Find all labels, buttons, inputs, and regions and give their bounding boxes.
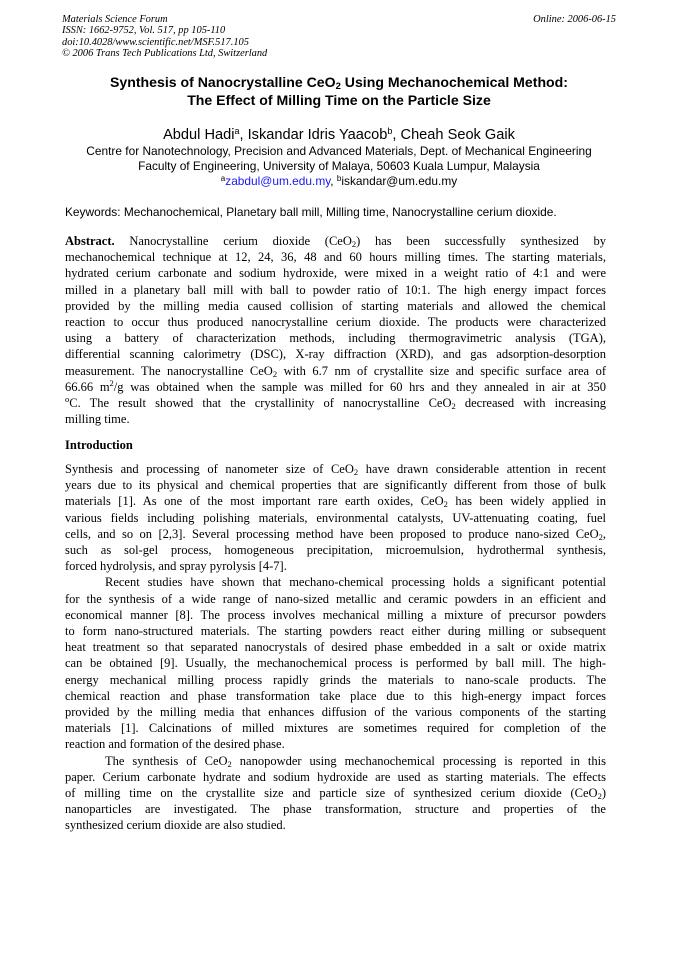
text-line: forced hydrolysis, and spray pyrolysis [4-7]. [65, 559, 287, 574]
text-line: materials [1]. Calcinations of milled mixtures are sometimes required for completion of the [65, 721, 606, 736]
abstract-line: 66.66 $m^2/g$ was obtained when the sample was milled for 60 hrs and they annealed in air at 350 [65, 377, 606, 394]
text-line: reaction and formation of the desired phase. [65, 737, 285, 752]
text-line: heat treatment so that separated nanocrystals of desired phase embedded in a salt or oxide matrix [65, 640, 606, 655]
text-line: for the synthesis of a wide range of nano-sized metallic and ceramic powders in an efficient and [65, 591, 606, 606]
text-line: cells, and so on [2,3]. Several processing method have been proposed to produce nano-sized CeO$_2$, [65, 526, 606, 542]
text-line: various fields including polishing materials, environmental catalysts, UV-attenuating coating, fuel [65, 510, 606, 525]
abstract-line: using a battery of characterization methods, including thermogravimetric analysis (TGA), [65, 331, 606, 346]
introduction-body [65, 461, 606, 834]
text-line: can be obtained [9]. Usually, the mechanochemical process is performed by ball mill. The high- [65, 656, 606, 671]
abstract-line: measurement. The nanocrystalline CeO$_2$ with 6.7 nm of crystallite size and specific surface area of [65, 363, 607, 379]
text-line: years due to its physical and chemical properties that are significantly different from those of bulk [65, 478, 606, 493]
abstract-line: mechanochemical technique at 12, 24, 36, 48 and 60 hours milling times. The starting materials, [65, 250, 606, 265]
text-line: of milling time on the crystallite size and particle size of synthesized cerium dioxide (CeO$_2$) [65, 786, 606, 802]
email-link-a[interactable]: zabdul@um.edu.my [225, 174, 331, 188]
section-heading-introduction: Introduction [65, 438, 133, 452]
author-emails: $^a$zabdul@um.edu.my, $^b$iskandar@um.edu.my [220, 174, 458, 188]
text-line: such as sol-gel process, homogeneous precipitation, microemulsion, hydrothermal synthesis, [65, 543, 606, 558]
abstract-line: reaction to occur thus produced nanocrystalline cerium dioxide. The products were characterized [65, 315, 606, 330]
text-line: nanoparticles are investigated. The phase transformation, structure and properties of the [65, 802, 606, 817]
abstract-line: differential scanning calorimetry (DSC), X-ray diffraction (XRD), and gas adsorption-desorption [65, 347, 606, 362]
text-line: provided by the milling media that enhances diffusion of the various components of the starting [65, 705, 606, 720]
text-line: synthesized cerium dioxide are also studied. [65, 818, 286, 833]
author-list: Abdul Hadi$^a$, Iskandar Idris Yaacob$^b$, Cheah Seok Gaik [163, 126, 515, 143]
abstract-label: Abstract. [65, 234, 115, 248]
journal-issn: ISSN: 1662-9752, Vol. 517, pp 105-110 [62, 25, 226, 37]
paper-title [40, 73, 638, 109]
title-line-2: The Effect of Milling Time on the Particle Size [187, 92, 491, 108]
abstract-line: provided by the milling media caused collision of starting materials and allowed the chemical [65, 298, 606, 313]
intro-paragraph-2 [65, 574, 606, 752]
text-line: Recent studies have shown that mechano-chemical processing holds a significant potential [105, 575, 606, 590]
text-line: to form nano-structured materials. The starting powders react either during milling or subsequent [65, 624, 606, 639]
journal-doi: doi:10.4028/www.scientific.net/MSF.517.105 [62, 36, 249, 48]
abstract-line: milling time. [65, 412, 130, 427]
text-line: paper. Cerium carbonate hydrate and sodium hydroxide are used as starting materials. The effects [65, 769, 606, 784]
text-line: materials [1]. As one of the most important rare earth oxides, CeO$_2$ has been widely applied in [65, 494, 607, 510]
affiliation-line-2: Faculty of Engineering, University of Malaya, 50603 Kuala Lumpur, Malaysia [138, 159, 540, 173]
abstract-line: hydrated cerium carbonate and sodium hydroxide, were mixed in a weight ratio of 4:1 and were [65, 266, 606, 281]
abstract-line: $^o$C. The result showed that the crystallinity of nanocrystalline CeO$_2$ decreased with increasing [65, 394, 607, 412]
title-line-1: Synthesis of Nanocrystalline CeO$_2$ Using Mechanochemical Method: [110, 74, 568, 92]
journal-copyright: © 2006 Trans Tech Publications Ltd, Switzerland [62, 48, 268, 60]
text-line: economical manner [8]. The process involves mechanical milling a mixture of precursor powders [65, 607, 606, 622]
text-line: Synthesis and processing of nanometer size of CeO$_2$ have drawn considerable attention in recent [65, 462, 607, 477]
journal-name: Materials Science Forum [62, 14, 168, 25]
abstract-line: Abstract. Nanocrystalline cerium dioxide (CeO$_2$) has been successfully synthesized by [65, 234, 606, 249]
text-line: chemical reaction and phase transformation take place due to this high-energy impact forces [65, 688, 606, 703]
online-date: Online: 2006-06-15 [533, 14, 616, 25]
journal-header [62, 14, 392, 60]
text-line: The synthesis of CeO$_2$ nanopowder using mechanochemical processing is reported in this [105, 753, 606, 769]
intro-paragraph-3 [65, 753, 606, 834]
abstract [65, 233, 606, 427]
text-line: energy mechanical milling process rapidly grinds the materials to nano-scale products. The [65, 672, 606, 687]
abstract-line: milled in a planetary ball mill with ball to powder ratio of 10:1. The high energy impact forces [65, 282, 606, 297]
affiliation-line-1: Centre for Nanotechnology, Precision and Advanced Materials, Dept. of Mechanical Engineering [86, 144, 592, 158]
intro-paragraph-1 [65, 461, 606, 574]
keywords: Keywords: Mechanochemical, Planetary ball mill, Milling time, Nanocrystalline cerium dioxide. [65, 205, 557, 219]
email-b: iskandar@um.edu.my [341, 174, 458, 188]
